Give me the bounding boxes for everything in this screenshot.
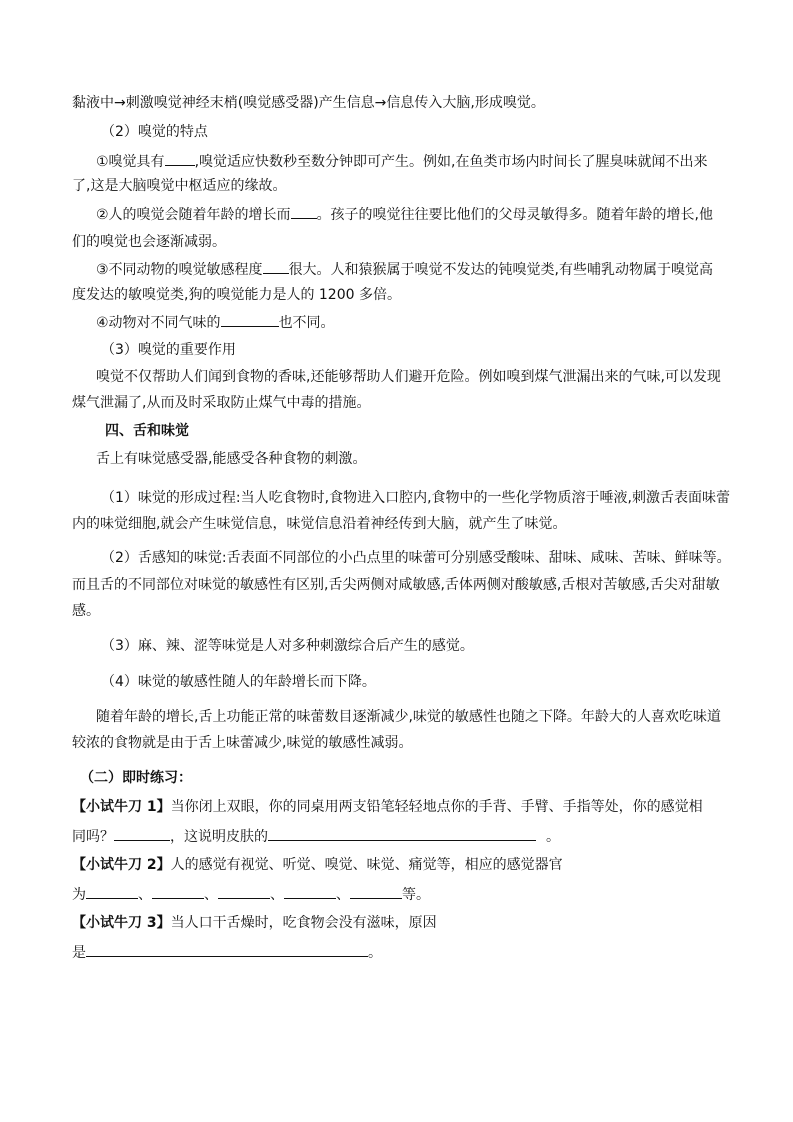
text-segment: 很大。人和猿猴属于嗅觉不发达的钝嗅觉类,有些哺乳动物属于嗅觉高 — [288, 262, 714, 278]
text-segment: ③不同动物的嗅觉敏感程度 — [96, 262, 263, 278]
paragraph-line — [96, 204, 713, 225]
paragraph-line: 们的嗅觉也会逐渐减弱。 — [72, 234, 226, 250]
text-segment: 也不同。 — [278, 315, 335, 331]
text-segment: ，这说明皮肤的 — [170, 829, 268, 845]
practice-heading: （二）即时练习： — [80, 770, 192, 786]
text-segment: 、 — [204, 887, 218, 903]
paragraph-line: 嗅觉不仅帮助人们闻到食物的香味,还能够帮助人们避开危险。例如嗅到煤气泄漏出来的气味,可以发现 — [96, 369, 721, 385]
question-line — [72, 826, 560, 847]
question-line — [72, 942, 382, 963]
question-line — [72, 797, 703, 817]
text-segment: 等。 — [402, 887, 430, 903]
paragraph-line: （3）麻、辣、涩等味觉是人对多种刺激综合后产生的感觉。 — [101, 638, 474, 654]
fill-blank[interactable] — [218, 884, 270, 899]
fill-blank[interactable] — [284, 884, 336, 899]
text-segment: 是 — [72, 945, 86, 961]
text-segment: ②人的嗅觉会随着年龄的增长而 — [96, 207, 291, 223]
fill-blank[interactable] — [152, 884, 204, 899]
text-segment: 。 — [368, 945, 382, 961]
paragraph-line: 较浓的食物就是由于舌上味蕾减少,味觉的敏感性减弱。 — [72, 735, 413, 751]
text-segment: 、 — [270, 887, 284, 903]
paragraph-line: 煤气泄漏了,从而及时采取防止煤气中毒的措施。 — [72, 395, 371, 411]
text-segment: ④动物对不同气味的 — [96, 315, 221, 331]
fill-blank[interactable] — [350, 884, 402, 899]
text-segment: 为 — [72, 887, 86, 903]
subsection-heading: （3）嗅觉的重要作用 — [101, 342, 236, 358]
fill-blank[interactable] — [263, 259, 289, 274]
fill-blank[interactable] — [291, 204, 317, 219]
paragraph-line: 度发达的敏嗅觉类,狗的嗅觉能力是人的 1200 多倍。 — [72, 287, 401, 303]
text-segment: ①嗅觉具有 — [96, 154, 165, 170]
paragraph-line: 舌上有味觉感受器,能感受各种食物的刺激。 — [96, 451, 367, 467]
paragraph-line: 而且舌的不同部位对味觉的敏感性有区别,舌尖两侧对咸敏感,舌体两侧对酸敏感,舌根对苦敏感,舌尖对甜敏 — [72, 577, 720, 593]
text-segment: 当你闭上双眼，你的同桌用两支铅笔轻轻地点你的手背、手臂、手指等处，你的感觉相 — [170, 799, 703, 815]
question-line — [72, 855, 563, 875]
text-segment: 人的感觉有视觉、听觉、嗅觉、味觉、痛觉等，相应的感觉器官 — [170, 857, 563, 873]
paragraph-line — [96, 151, 707, 172]
paragraph-line: （4）味觉的敏感性随人的年龄增长而下降。 — [101, 674, 376, 690]
text-segment: 同吗？ — [72, 829, 114, 845]
fill-blank[interactable] — [268, 826, 536, 841]
fill-blank[interactable] — [221, 312, 279, 327]
paragraph-line: （2）舌感知的味觉:舌表面不同部位的小凸点里的味蕾可分别感受酸味、甜味、咸味、苦味、鲜味等。 — [101, 550, 731, 566]
text-segment: 。 — [546, 829, 560, 845]
text-segment: 、 — [336, 887, 350, 903]
paragraph-line — [96, 312, 335, 333]
paragraph-line: 感。 — [72, 603, 100, 619]
paragraph-line: 了,这是大脑嗅觉中枢适应的缘故。 — [72, 178, 287, 194]
paragraph-line: 内的味觉细胞,就会产生味觉信息，味觉信息沿着神经传到大脑，就产生了味觉。 — [72, 516, 567, 532]
question-line — [72, 913, 437, 933]
text-segment: ,嗅觉适应快数秒至数分钟即可产生。例如,在鱼类市场内时间长了腥臭味就闻不出来 — [194, 154, 708, 170]
section-heading: 四、舌和味觉 — [105, 423, 189, 439]
text-segment: 当人口干舌燥时，吃食物会没有滋味，原因 — [170, 915, 437, 931]
paragraph-line: （1）味觉的形成过程:当人吃食物时,食物进入口腔内,食物中的一些化学物质溶于唾液,刺激舌表面味蕾 — [101, 490, 730, 506]
paragraph-line — [96, 259, 713, 280]
paragraph-line: 随着年龄的增长,舌上功能正常的味蕾数目逐渐减少,味觉的敏感性也随之下降。年龄大的人喜欢吃味道 — [96, 709, 721, 725]
subsection-heading: （2）嗅觉的特点 — [101, 124, 208, 140]
question-tag: 【小试牛刀 3】 — [72, 915, 171, 931]
fill-blank[interactable] — [86, 942, 368, 957]
fill-blank[interactable] — [86, 884, 138, 899]
text-segment: 、 — [138, 887, 152, 903]
fill-blank[interactable] — [165, 151, 195, 166]
question-line — [72, 884, 430, 905]
text-segment: 。孩子的嗅觉往往要比他们的父母灵敏得多。随着年龄的增长,他 — [316, 207, 714, 223]
question-tag: 【小试牛刀 2】 — [72, 857, 171, 873]
fill-blank[interactable] — [114, 826, 170, 841]
question-tag: 【小试牛刀 1】 — [72, 799, 171, 815]
text-line: 黏液中→刺激嗅觉神经末梢(嗅觉感受器)产生信息→信息传入大脑,形成嗅觉。 — [72, 95, 545, 111]
